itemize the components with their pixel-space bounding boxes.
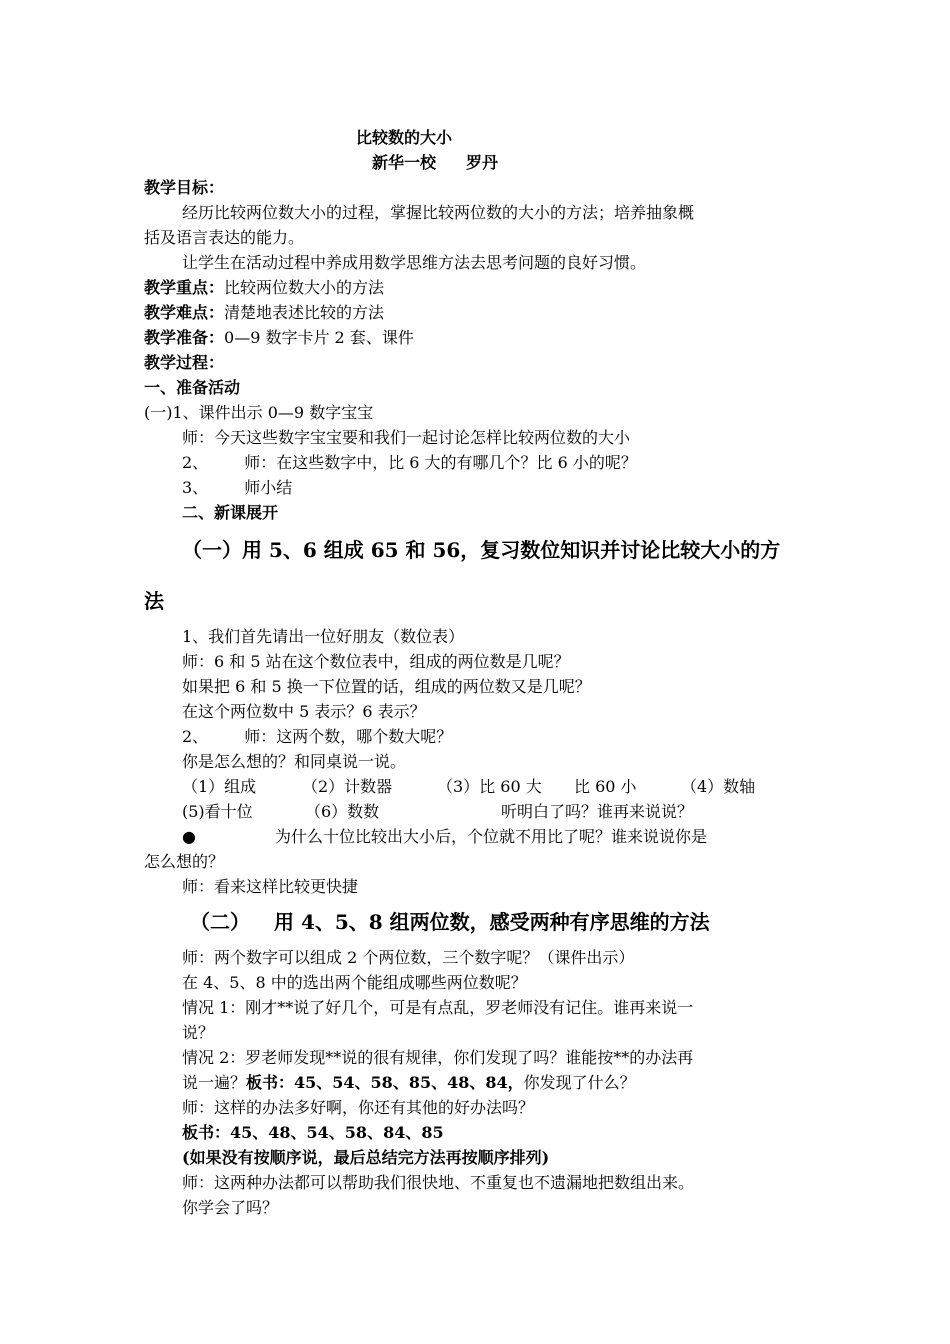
part2-text-1: 师：两个数字可以组成 2 个两位数，三个数字呢？（课件出示）: [182, 948, 635, 967]
subsection-2-heading: [190, 909, 710, 935]
part2-line-7: 师：看来这样比较更快捷: [182, 877, 359, 896]
goals-paragraph-1a: 经历比较两位数大小的过程，掌握比较两位数的大小的方法；培养抽象概: [182, 203, 695, 222]
preparation-line: [144, 328, 414, 348]
key-point-label: 教学重点：: [144, 278, 225, 297]
preparation-text: 0—9 数字卡片 2 套、课件: [224, 328, 414, 347]
difficulty-line: [144, 303, 384, 323]
part1-line-4-number: 3、: [182, 478, 209, 497]
order-note: (如果没有按顺序说，最后总结完方法再按顺序排列): [182, 1148, 550, 1167]
part2-text-5: 师：这样的办法多好啊，你还有其他的好办法吗？: [182, 1098, 535, 1117]
method-item-2: （2）计数器: [302, 777, 393, 796]
method-item-3b: 比 60 小: [574, 777, 637, 796]
school-name: 新华一校: [372, 153, 437, 172]
part1-heading: 一、准备活动: [144, 378, 241, 397]
part2-heading: 二、新课展开: [182, 503, 279, 522]
part2-line-6: 你是怎么想的？和同桌说一说。: [182, 752, 407, 771]
author-line: [372, 153, 498, 173]
difficulty-text: 清楚地表述比较的方法: [224, 303, 385, 322]
situation-1-b: 说？: [182, 1023, 215, 1042]
part1-line-4: [182, 478, 292, 498]
part2-line-2: 师：6 和 5 站在这个数位表中，组成的两位数是几呢？: [182, 652, 570, 671]
document-title: 比较数的大小: [356, 128, 453, 147]
author-name: 罗丹: [466, 153, 499, 172]
method-item-5: (5)看十位: [182, 802, 253, 821]
situation-2-b-post: 你发现了什么？: [523, 1073, 636, 1092]
situation-2-b: [182, 1073, 636, 1093]
goals-paragraph-2: 让学生在活动过程中养成用数学思维方法去思考问题的良好习惯。: [182, 253, 647, 272]
part2-line-4: 在这个两位数中 5 表示？6 表示？: [182, 702, 426, 721]
summary-line-b: 你学会了吗？: [182, 1198, 279, 1217]
goals-label: 教学目标：: [144, 178, 225, 197]
subsection-2-number: （二）: [190, 910, 250, 934]
method-item-3: （3）比 60 大: [437, 777, 542, 796]
part2-line-5: [182, 727, 452, 747]
method-item-1: （1）组成: [182, 777, 257, 796]
preparation-label: 教学准备：: [144, 328, 225, 347]
part1-line-4-text: 师小结: [244, 478, 293, 497]
part1-line-3: [182, 453, 637, 473]
part1-line-3-number: 2、: [182, 453, 209, 472]
part1-line-1: (一)1、课件出示 0—9 数字宝宝: [144, 403, 374, 422]
summary-line-a: 师：这两种办法都可以帮助我们很快地、不重复也不遗漏地把数组出来。: [182, 1173, 695, 1192]
board-writing-1: 板书：45、54、58、85、48、84，: [246, 1073, 524, 1092]
question-line-b: 怎么想的？: [144, 852, 225, 871]
key-point-line: [144, 278, 384, 298]
subsection-2-text: 用 4、5、8 组两位数，感受两种有序思维的方法: [274, 910, 710, 934]
difficulty-label: 教学难点：: [144, 303, 225, 322]
process-label: 教学过程：: [144, 353, 225, 372]
situation-2-a: 情况 2：罗老师发现**说的很有规律，你们发现了吗？谁能按**的办法再: [182, 1048, 694, 1067]
part2-text-2: 在 4、5、8 中的选出两个能组成哪些两位数呢？: [182, 973, 527, 992]
subsection-1-heading-b: 法: [144, 589, 164, 613]
bullet-mark: ●: [182, 827, 196, 846]
part2-line-5-text: 师：这两个数，哪个数大呢？: [244, 727, 453, 746]
part2-line-3: 如果把 6 和 5 换一下位置的话，组成的两位数又是几呢？: [182, 677, 591, 696]
situation-2-b-pre: 说一遍？: [182, 1073, 247, 1092]
method-item-6: （6）数数: [305, 802, 380, 821]
part2-line-1: 1、我们首先请出一位好朋友（数位表）: [182, 627, 465, 646]
part1-line-3-text: 师：在这些数字中，比 6 大的有哪几个？比 6 小的呢？: [244, 453, 637, 472]
part1-line-2: 师：今天这些数字宝宝要和我们一起讨论怎样比较两位数的大小: [182, 428, 631, 447]
goals-paragraph-1b: 括及语言表达的能力。: [144, 228, 305, 247]
part2-line-5-number: 2、: [182, 727, 209, 746]
key-point-text: 比较两位数大小的方法: [224, 278, 385, 297]
method-item-4: （4）数轴: [681, 777, 756, 796]
question-line-a: 为什么十位比较出大小后，个位就不用比了呢？谁来说说你是: [275, 827, 708, 846]
board-writing-2: 板书：45、48、54、58、84、85: [182, 1123, 444, 1142]
situation-1-a: 情况 1：刚才**说了好几个，可是有点乱，罗老师没有记住。谁再来说一: [182, 998, 694, 1017]
understood-question: 听明白了吗？谁再来说说？: [501, 802, 694, 821]
subsection-1-heading-a: （一）用 5、6 组成 65 和 56，复习数位知识并讨论比较大小的方: [182, 538, 781, 562]
